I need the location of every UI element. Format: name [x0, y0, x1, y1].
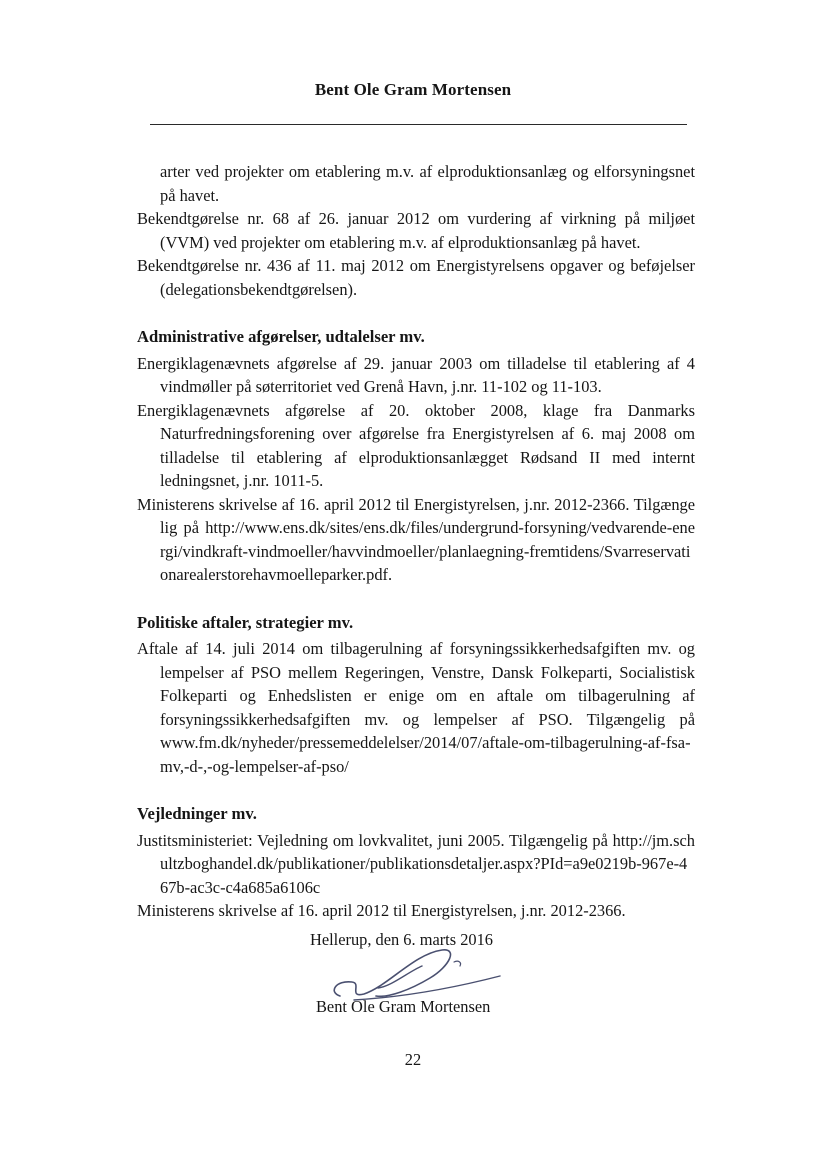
- section-heading: Vejledninger mv.: [137, 804, 257, 823]
- section-heading: Administrative afgørelser, udtalelser mv.: [137, 327, 425, 346]
- section-heading: Politiske aftaler, strategier mv.: [137, 612, 354, 632]
- header-rule: [150, 124, 687, 125]
- signatory-name: Bent Ole Gram Mortensen: [316, 997, 491, 1016]
- reference-entry: Aftale af 14. juli 2014 om tilbagerulning af forsyningssikkerhedsafgiften mv. og lempelser af PSO mellem Regeringen, Venstre, Dansk Folkeparti, Socialistisk Folkeparti og Enhedslisten er enige om en aftale om tilbagerulning af forsyningssikkerhedsafgiften mv. og lempelser af PSO. Tilgængelig på www.fm.dk/nyheder/pressemeddelelser/2014/07/aftale-om-tilbagerulning-af-fsa-mv,-d-,-og-lempelser-af-pso/: [137, 639, 695, 776]
- reference-entry: Ministerens skrivelse af 16. april 2012 til Energistyrelsen, j.nr. 2012-2366. Tilgængelig på http://www.ens.dk/sites/ens.dk/files/undergrund-forsyning/vedvarende-energi/vindkraft-vindmoeller/havvindmoeller/planlaegning-fremtidens/Svarreservationarealerstorehavmoelleparker.pdf.: [137, 494, 695, 584]
- running-header: Bent Ole Gram Mortensen: [314, 80, 512, 99]
- place-date: Hellerup, den 6. marts 2016: [310, 930, 493, 949]
- reference-entry: Ministerens skrivelse af 16. april 2012 til Energistyrelsen, j.nr. 2012-2366.: [137, 901, 626, 920]
- page-number: 22: [404, 1050, 422, 1069]
- reference-entry: Bekendtgørelse nr. 436 af 11. maj 2012 om Energistyrelsens opgaver og beføjelser (delegationsbekendtgørelsen).: [137, 256, 695, 299]
- reference-entry: arter ved projekter om etablering m.v. af elproduktionsanlæg og elforsyningsnet på havet.: [160, 162, 695, 205]
- reference-entry: Energiklagenævnets afgørelse af 29. januar 2003 om tilladelse til etablering af 4 vindmøller på søterritoriet ved Grenå Havn, j.nr. 11-102 og 11-103.: [137, 353, 695, 396]
- reference-entry: Energiklagenævnets afgørelse af 20. oktober 2008, klage fra Danmarks Naturfredningsforening over afgørelse fra Energistyrelsen af 6. maj 2008 om tilladelse til etablering af elproduktionsanlægget Rødsand II med internt ledningsnet, j.nr. 1011-5.: [137, 400, 695, 490]
- reference-entry: Bekendtgørelse nr. 68 af 26. januar 2012 om vurdering af virkning på miljøet (VVM) ved projekter om etablering m.v. af elproduktionsanlæg på havet.: [137, 209, 695, 252]
- page-content: [137, 160, 695, 923]
- reference-entry: Justitsministeriet: Vejledning om lovkvalitet, juni 2005. Tilgængelig på http://jm.schultzboghandel.dk/publikationer/publikationsdetaljer.aspx?PId=a9e0219b-967e-467b-ac3c-c4a685a6106c: [137, 830, 695, 897]
